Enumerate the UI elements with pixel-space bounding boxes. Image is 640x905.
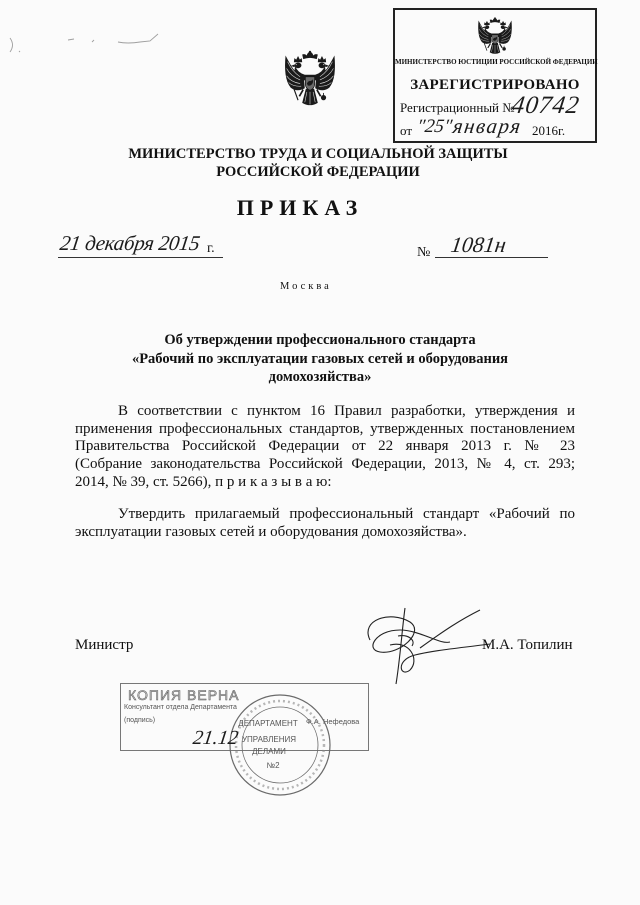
registration-date-month: января	[451, 114, 524, 138]
registration-number-label: Регистрационный №	[400, 100, 515, 115]
document-title	[0, 331, 640, 387]
registration-stamp	[393, 8, 597, 143]
copy-certification-date: 21.12	[191, 727, 240, 749]
body-line: Правительства Российской Федерации от 22 января 2013 г. № 23	[75, 438, 575, 455]
document-date-suffix: г.	[207, 241, 215, 256]
document-number	[435, 232, 548, 258]
body-line: 2014, № 39, ст. 5266), п р и к а з ы в а ю:	[75, 473, 332, 490]
handwritten-signature	[350, 600, 500, 690]
document-type: ПРИКАЗ	[236, 195, 364, 220]
title-line: «Рабочий по эксплуатации газовых сетей и оборудования	[131, 350, 509, 367]
emblem-icon	[477, 17, 513, 59]
body-line: (Собрание законодательства Российской Федерации, 2013, № 4, ст. 293;	[75, 456, 575, 473]
registration-date-year: 2016г.	[532, 123, 566, 138]
title-line: домохозяйства»	[268, 369, 372, 385]
registration-number: 40742	[510, 92, 582, 119]
copy-certification-signer: Ф.А. Нефедова	[306, 717, 360, 726]
body-line: применения профессиональных стандартов, утвержденных постановлением	[75, 420, 575, 437]
document-date	[58, 232, 223, 258]
ministry-name-line2: РОССИЙСКОЙ ФЕДЕРАЦИИ	[216, 164, 420, 180]
registration-status: ЗАРЕГИСТРИРОВАНО	[410, 77, 580, 93]
copy-certification-position: Консультант отдела Департамента	[124, 704, 237, 711]
city: Москва	[280, 281, 332, 292]
scan-marks	[0, 30, 170, 60]
body-paragraph-1	[75, 403, 575, 492]
seal-line: ДЕЛАМИ	[252, 747, 286, 756]
ministry-name-line1: МИНИСТЕРСТВО ТРУДА И СОЦИАЛЬНОЙ ЗАЩИТЫ	[128, 146, 508, 162]
body-line: эксплуатации газовых сетей и оборудования домохозяйства».	[75, 523, 467, 540]
document-date-handwritten: 21 декабря 2015	[58, 231, 202, 255]
body-line: Утвердить прилагаемый профессиональный стандарт «Рабочий по	[118, 506, 575, 522]
seal-line: №2	[266, 761, 280, 770]
state-emblem-icon	[284, 50, 336, 113]
copy-certification-signature-label: (подпись)	[124, 717, 156, 724]
body-line: В соответствии с пунктом 16 Правил разработки, утверждения и	[118, 403, 575, 419]
round-seal-icon	[228, 693, 332, 797]
document-number-handwritten: 1081н	[449, 232, 508, 257]
document-number-sign: №	[417, 245, 431, 260]
seal-line: ДЕПАРТАМЕНТ	[238, 719, 298, 728]
registration-ministry: МИНИСТЕРСТВО ЮСТИЦИИ РОССИЙСКОЙ ФЕДЕРАЦИИ	[395, 58, 598, 66]
registration-date-prefix: от	[400, 123, 413, 138]
body-paragraph-2	[75, 506, 575, 541]
title-line: Об утверждении профессионального стандарта	[164, 332, 476, 348]
copy-certification-heading: КОПИЯ ВЕРНА	[128, 687, 240, 703]
seal-line: УПРАВЛЕНИЯ	[241, 735, 297, 744]
signatory-name: М.А. Топилин	[482, 637, 573, 653]
registration-date-day: "25"	[415, 116, 454, 137]
signatory-position: Министр	[75, 637, 134, 653]
